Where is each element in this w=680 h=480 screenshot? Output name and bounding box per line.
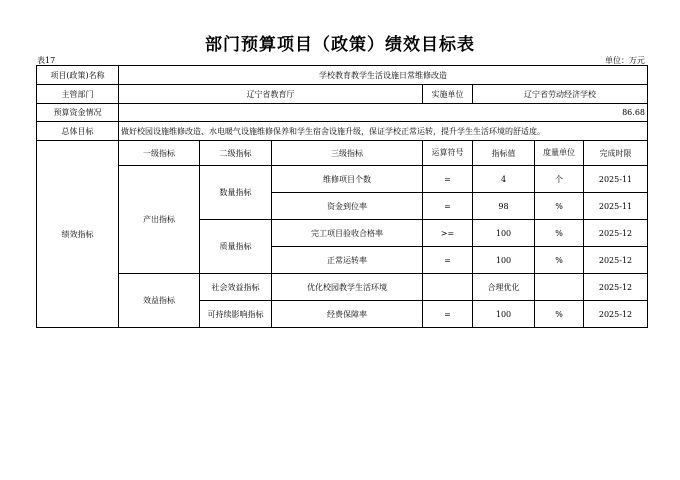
indicator-name: 正常运转率 (272, 247, 423, 274)
dept-value: 辽宁省教育厅 (119, 85, 423, 104)
header-value: 指标值 (473, 141, 535, 166)
indicator-name: 完工项目验收合格率 (272, 220, 423, 247)
indicator-deadline: 2025-12 (584, 301, 648, 328)
header-unit: 度量单位 (535, 141, 584, 166)
indicator-value: 100 (473, 247, 535, 274)
project-name-label: 项目(政策)名称 (37, 66, 119, 85)
indicator-op: = (423, 193, 473, 220)
impl-value: 辽宁省劳动经济学校 (473, 85, 648, 104)
group-sustain: 可持续影响指标 (200, 301, 272, 328)
indicator-unit: % (535, 301, 584, 328)
header-level1: 一级指标 (119, 141, 200, 166)
indicator-deadline: 2025-12 (584, 220, 648, 247)
goal-value: 做好校园设施维修改造、水电暖气设施维修保养和学生宿舍设施升级，保证学校正常运转，提升学生生活环境的舒适度。 (119, 122, 648, 141)
header-deadline: 完成时限 (584, 141, 648, 166)
indicator-op: = (423, 247, 473, 274)
indicator-unit (535, 274, 584, 301)
indicator-op (423, 274, 473, 301)
indicator-name: 资金到位率 (272, 193, 423, 220)
group-quantity: 数量指标 (200, 166, 272, 220)
indicator-value: 4 (473, 166, 535, 193)
department-row (37, 85, 648, 104)
group-social: 社会效益指标 (200, 274, 272, 301)
indicator-op: = (423, 166, 473, 193)
indicator-name: 经费保障率 (272, 301, 423, 328)
performance-table (36, 65, 648, 328)
indicator-unit: 个 (535, 166, 584, 193)
indicator-value: 100 (473, 220, 535, 247)
indicator-unit: % (535, 193, 584, 220)
perf-label: 绩效指标 (37, 141, 119, 328)
table-number: 表17 (37, 56, 56, 65)
indicator-value: 合理优化 (473, 274, 535, 301)
table-row (37, 166, 648, 193)
header-row (37, 141, 648, 166)
header-op: 运算符号 (423, 141, 473, 166)
budget-row (37, 104, 648, 122)
project-name-row (37, 66, 648, 85)
header-level3: 三级指标 (272, 141, 423, 166)
indicator-deadline: 2025-11 (584, 193, 648, 220)
indicator-op: = (423, 301, 473, 328)
indicator-name: 维修项目个数 (272, 166, 423, 193)
dept-label: 主管部门 (37, 85, 119, 104)
indicator-value: 100 (473, 301, 535, 328)
indicator-unit: % (535, 247, 584, 274)
group-effect: 效益指标 (119, 274, 200, 328)
budget-value: 86.68 (119, 104, 648, 122)
group-quality: 质量指标 (200, 220, 272, 274)
impl-label: 实施单位 (423, 85, 473, 104)
goal-label: 总体目标 (37, 122, 119, 141)
unit-label: 单位：万元 (605, 56, 645, 65)
indicator-op: >= (423, 220, 473, 247)
budget-label: 预算资金情况 (37, 104, 119, 122)
indicator-value: 98 (473, 193, 535, 220)
indicator-name: 优化校园教学生活环境 (272, 274, 423, 301)
goal-row (37, 122, 648, 141)
indicator-deadline: 2025-11 (584, 166, 648, 193)
table-row (37, 274, 648, 301)
indicator-unit: % (535, 220, 584, 247)
project-name-value: 学校教育教学生活设施日常维修改造 (119, 66, 648, 85)
page-title: 部门预算项目（政策）绩效目标表 (205, 35, 475, 55)
indicator-deadline: 2025-12 (584, 274, 648, 301)
indicator-deadline: 2025-12 (584, 247, 648, 274)
group-output: 产出指标 (119, 166, 200, 274)
header-level2: 二级指标 (200, 141, 272, 166)
